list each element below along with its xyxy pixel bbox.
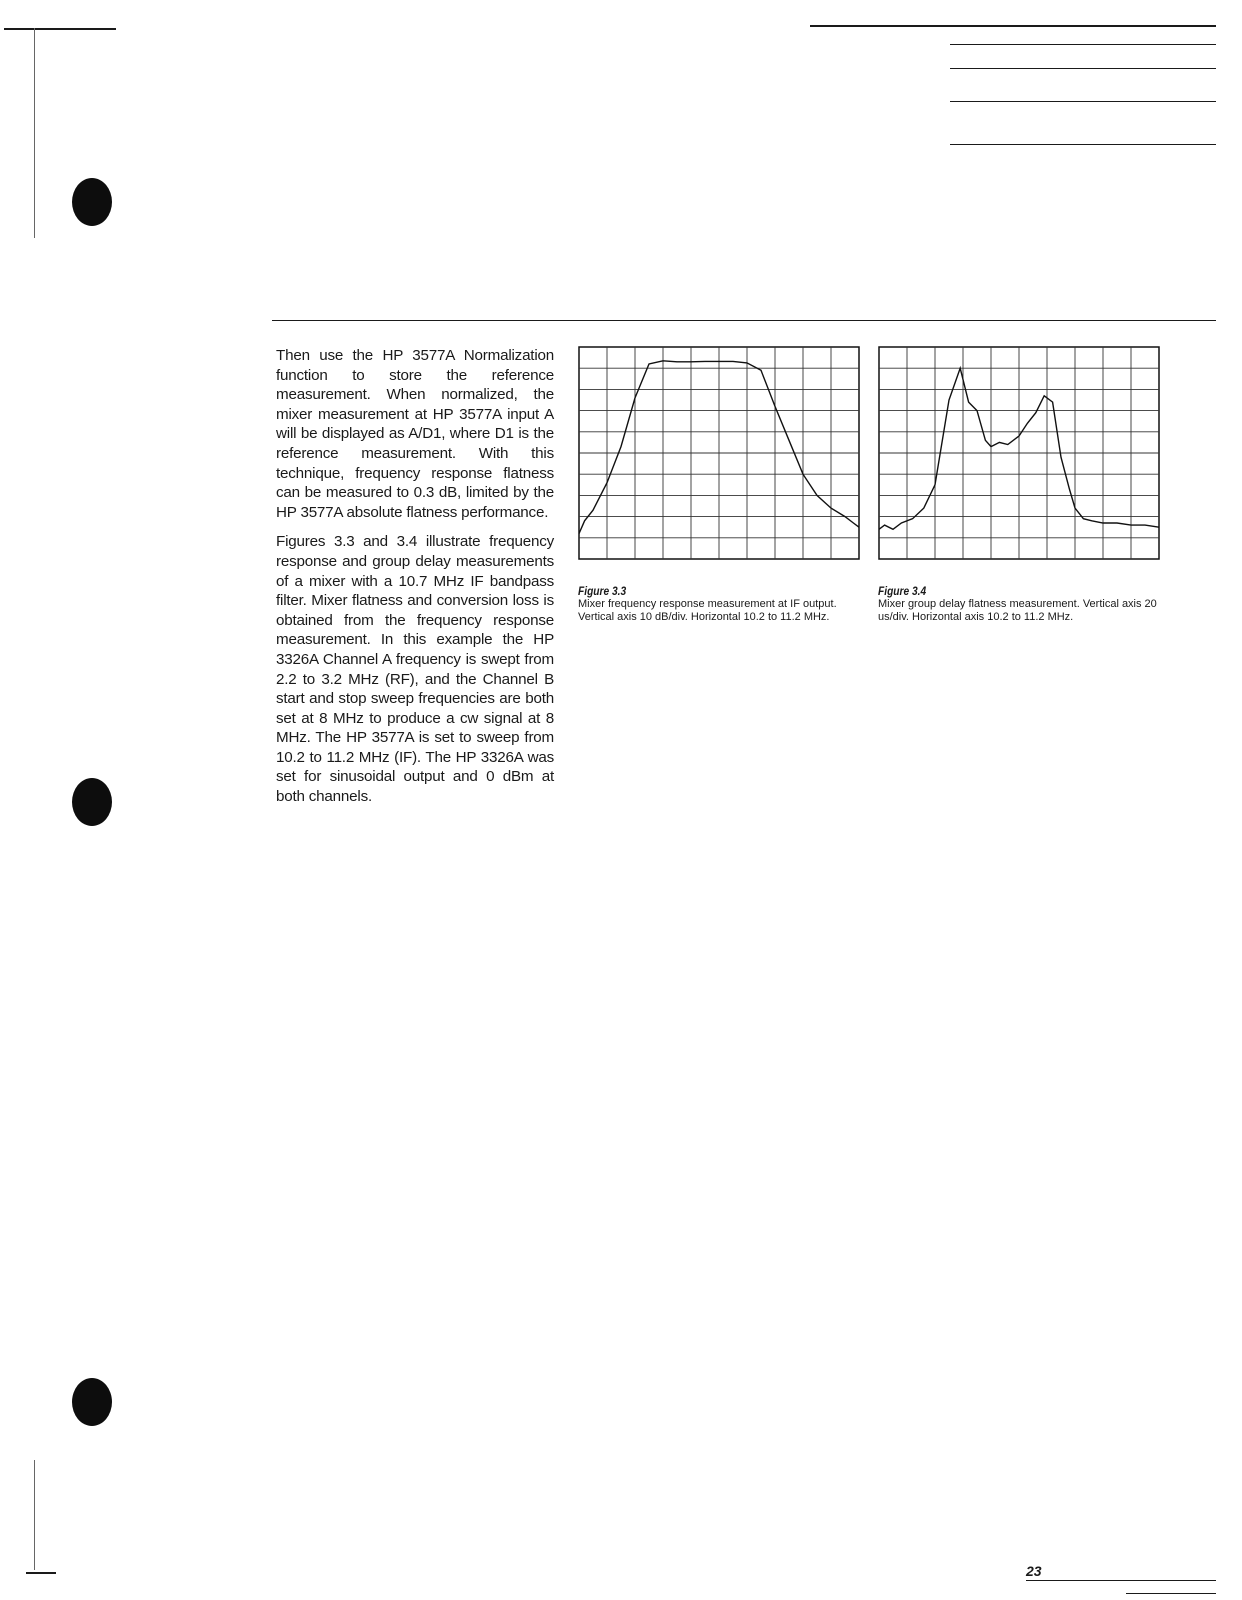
top-left-rule [4,28,116,30]
punch-hole-bottom [72,1378,112,1426]
bottom-left-rule [26,1572,56,1574]
header-line-2 [950,68,1216,69]
header-line-3 [950,101,1216,102]
top-right-rule [810,25,1216,27]
figure-3-4-caption-block [878,584,1160,624]
body-text-column [276,346,554,817]
body-paragraph-1: Then use the HP 3577A Normalization function to store the reference measurement. When normalized, the mixer measurement at HP 3577A input A will be displayed as A/D1, where D1 is the reference measurement. With this technique, frequency response flatness can be measured to 0.3 dB, limited by the HP 3577A absolute flatness performance. [276,347,554,521]
figure-3-4-chart [878,346,1160,560]
figure-3-4-grid [879,347,1159,559]
figure-3-3-caption-block [578,584,860,624]
header-line-1 [950,44,1216,45]
page-number-rule [1026,1580,1216,1581]
figure-3-4-plot [878,346,1160,560]
body-paragraph-2: Figures 3.3 and 3.4 illustrate frequency response and group delay measurements of a mixer with a 10.7 MHz IF bandpass filter. Mixer flatness and conversion loss is obtained from the frequency response measurement. In this example the HP 3326A Channel A frequency is swept from 2.2 to 3.2 MHz (RF), and the Channel B start and stop sweep frequencies are both set at 8 MHz to produce a cw signal at 8 MHz. The HP 3577A is set to sweep from 10.2 to 11.2 MHz (IF). The HP 3326A was set for sinusoidal output and 0 dBm at both channels. [276,533,554,806]
figure-3-3-chart [578,346,860,560]
left-margin-rule [34,28,35,238]
punch-hole-middle [72,778,112,826]
figure-3-3-plot [578,346,860,560]
figure-3-3-caption: Mixer frequency response measurement at IF output. Vertical axis 10 dB/div. Horizontal 10.2 to 11.2 MHz. [578,598,837,623]
punch-hole-top [72,178,112,226]
figure-3-3-grid [579,347,859,559]
left-margin-rule-lower [34,1460,35,1570]
page-number: 23 [1026,1563,1042,1579]
figure-3-4-caption: Mixer group delay flatness measurement. Vertical axis 20 us/div. Horizontal axis 10.2 to 11.2 MHz. [878,598,1157,623]
header-line-4 [950,144,1216,145]
section-rule [272,320,1216,321]
bottom-right-rule [1126,1593,1216,1594]
figure-3-3-label: Figure 3.3 [578,584,627,598]
figure-3-4-label: Figure 3.4 [878,584,927,598]
